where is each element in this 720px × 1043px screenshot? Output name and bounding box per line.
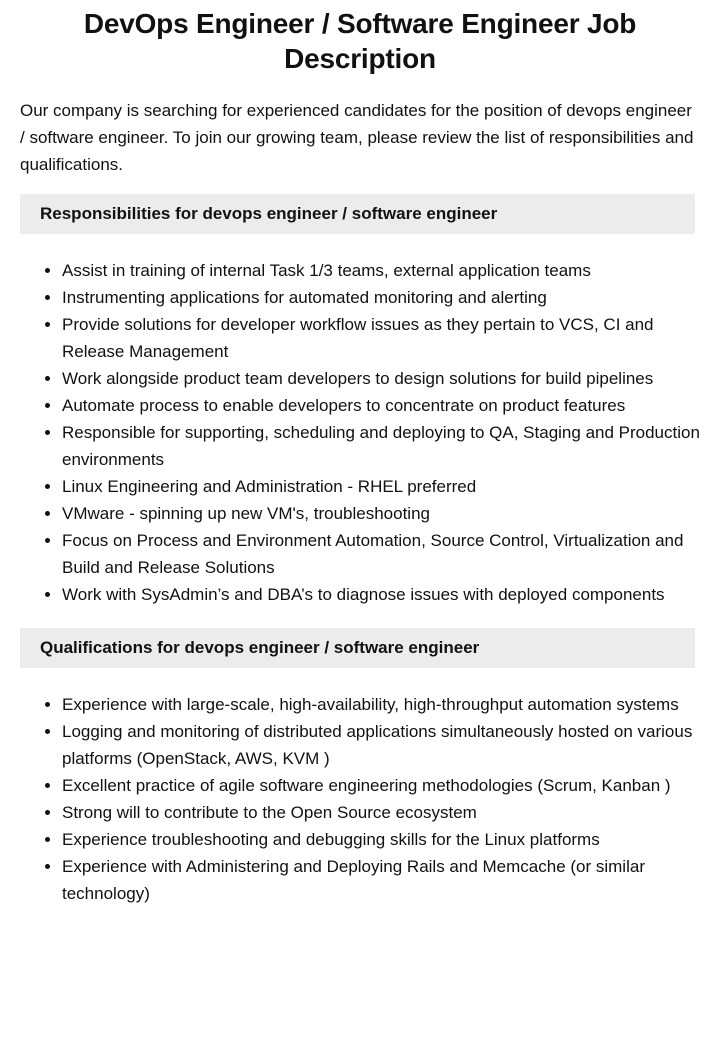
page-title: DevOps Engineer / Software Engineer Job Description [83,8,637,74]
list-item: • Responsible for supporting, scheduling and deploying to QA, Staging and Production environments [62,419,700,473]
list-item: • Experience with large-scale, high-availability, high-throughput automation systems [62,691,700,718]
responsibilities-heading: Responsibilities for devops engineer / software engineer [20,194,695,234]
list-item: • Assist in training of internal Task 1/3 teams, external application teams [62,257,700,284]
list-item: • Instrumenting applications for automated monitoring and alerting [62,284,700,311]
list-item: • Experience with Administering and Deploying Rails and Memcache (or similar technology) [62,853,700,907]
qualifications-heading: Qualifications for devops engineer / software engineer [20,628,695,668]
intro-paragraph: Our company is searching for experienced candidates for the position of devops engineer / software engineer. To join our growing team, please review the list of responsibilities and qualifications. [20,101,694,174]
list-item: • Linux Engineering and Administration - RHEL preferred [62,473,700,500]
list-item: • VMware - spinning up new VM's, troubleshooting [62,500,700,527]
list-item: • Experience troubleshooting and debugging skills for the Linux platforms [62,826,700,853]
list-item: • Focus on Process and Environment Automation, Source Control, Virtualization and Build and Release Solutions [62,527,700,581]
list-item: • Logging and monitoring of distributed applications simultaneously hosted on various platforms (OpenStack, AWS, KVM ) [62,718,700,772]
job-description-page [0,6,720,1043]
qualifications-list [20,668,700,927]
list-item: • Work with SysAdmin’s and DBA’s to diagnose issues with deployed components [62,581,700,608]
list-item: • Work alongside product team developers to design solutions for build pipelines [62,365,700,392]
list-item: • Provide solutions for developer workflow issues as they pertain to VCS, CI and Release Management [62,311,700,365]
qualifications-section [20,628,700,927]
responsibilities-list [20,234,700,628]
list-item: • Strong will to contribute to the Open Source ecosystem [62,799,700,826]
list-item: • Excellent practice of agile software engineering methodologies (Scrum, Kanban ) [62,772,700,799]
responsibilities-section [20,194,700,628]
list-item: • Automate process to enable developers to concentrate on product features [62,392,700,419]
